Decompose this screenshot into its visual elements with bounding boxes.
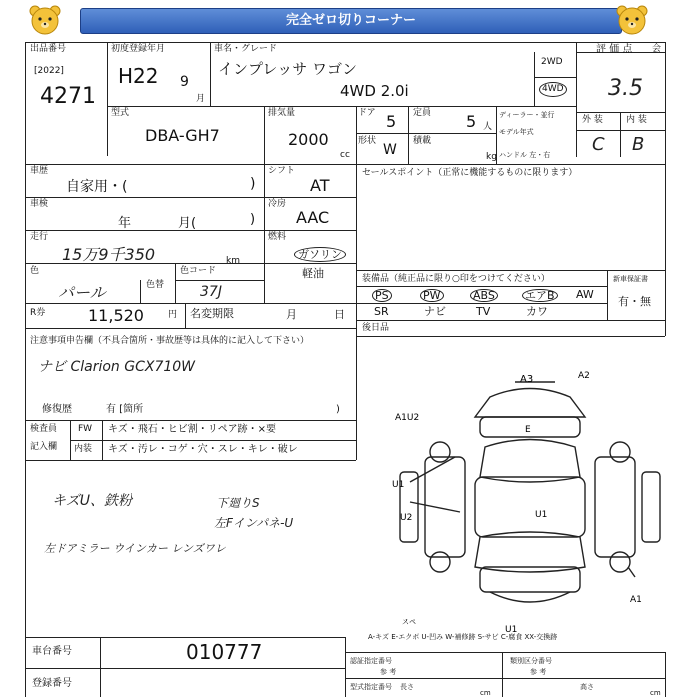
inspect-row1: キズ・飛石・ヒビ割・リペア跡・×要 [108,424,276,435]
fuel-diesel: 軽油 [302,267,324,280]
exterior-label: 外 装 [582,115,603,125]
diag-a3: A3 [520,374,534,385]
model-label: 型式 [111,108,130,118]
rear-item-label: 後日品 [362,323,390,333]
inspect-row2: キズ・汚レ・コゲ・穴・スレ・キレ・破レ [108,444,298,455]
shape: W [383,142,397,158]
notes-text: ナビ Clarion GCX710W [38,359,196,375]
equip-aw: AW [576,288,594,301]
diag-u1-bottom: U1 [505,625,518,632]
repair-label: 修復歴 [42,404,72,415]
reg-number-label: 登録番号 [32,678,72,689]
inspect-note-3: 左Fインパネ-U [214,516,294,530]
entry-label: 記入欄 [30,442,58,452]
fuel-gasoline: ガソリン [294,247,346,262]
ac: AAC [296,208,330,227]
car-name: インプレッサ ワゴン [218,60,358,78]
shape-label: 形状 [358,136,377,146]
load-label: 積載 [413,136,432,146]
capacity: 5 [466,112,477,131]
diag-a2: A2 [578,371,590,381]
disp-label: 排気量 [268,108,296,118]
shift-label: シフト [268,166,296,176]
diag-a1: A1 [630,595,642,605]
rating: 3.5 [608,76,643,101]
cert-label: 認証指定番号 [350,657,392,665]
inspect-year-unit: 年 [118,216,132,231]
sales-point-label: セールスポイント（正常に機能するものに限ります） [362,168,578,178]
recycle-fee: 11,520 [88,306,144,325]
fw-label: FW [78,424,93,434]
chassis-label: 車台番号 [32,646,72,657]
inspect-month-unit: 月( [178,216,197,231]
cm-unit-1: cm [480,689,491,697]
dealer-label: ディーラー・並行 [499,111,555,119]
shift: AT [310,176,330,195]
handle-label: ハンドル 左・右 [499,151,551,159]
model: DBA-GH7 [145,126,220,145]
equip-pw: PW [420,289,444,302]
ac-label: 冷房 [268,199,287,209]
inspect-note-2: 下廻りS [216,496,260,510]
equip-sr: SR [374,305,389,318]
equip-abs: ABS [470,289,498,302]
door-label: ドア [358,108,376,118]
diag-e: E [525,425,531,435]
fuel-label: 燃料 [268,232,287,242]
capacity-label: 定員 [413,108,432,118]
warranty-label: 新車保証書 [613,275,648,283]
month-unit-2: 月 [286,308,297,321]
diag-spare: スペ [402,618,416,626]
mileage: 15万9千350 [62,245,156,264]
cap-unit: 人 [483,122,493,132]
diag-u1-center: U1 [535,510,548,520]
inspect-note-4: 左ドアミラー ウインカー レンズワレ [44,542,226,555]
meigi-label: 名変期限 [190,307,234,320]
year-tag: [2022] [34,66,64,76]
length-label: 長さ [400,683,414,691]
warranty-value: 有・無 [618,295,651,308]
interior-label: 内 装 [626,115,647,125]
equip-airbag: エアB [522,289,558,302]
drive-2wd: 2WD [541,57,563,67]
formal-label: 型式指定番号 [350,683,392,691]
rating-label: 評 価 点 [596,44,633,55]
color-code: 37J [200,284,222,300]
inspector-label: 検査員 [30,424,58,434]
history-close: ) [250,176,256,192]
diagram-legend: A-キズ E-エクボ U-凹み W-補修跡 S-サビ C-腐食 XX-交換跡 [368,633,558,641]
color-label: 色 [30,266,40,276]
reg-month: 9 [180,74,189,90]
inspect-close: ) [250,212,256,227]
notes-label: 注意事項申告欄（不具合箇所・事故歴等は具体的に記入して下さい） [30,336,310,346]
interior-grade: B [632,134,645,155]
drive-4wd: 4WD [539,82,567,97]
equip-leather: カワ [526,305,548,318]
cert-ref: 参 考 [380,668,397,676]
month-unit: 月 [196,94,206,104]
repair-value: 有 [箇所 [106,404,144,415]
division-label: 類別区分番号 [510,657,552,665]
diag-u2: U2 [400,513,413,523]
height-label: 高さ [580,683,594,691]
cc-unit: cc [340,150,350,160]
era: H22 [118,64,159,88]
exterior-grade: C [592,134,605,155]
displacement: 2000 [288,130,329,149]
km-unit: km [226,256,240,266]
mileage-label: 走行 [30,232,49,242]
paint-change-label: 色替 [146,280,165,290]
equip-tv: TV [476,305,491,318]
diag-a1u2: A1U2 [395,413,420,423]
grade: 4WD 2.0i [340,82,409,100]
equip-ps: PS [372,289,392,302]
car-damage-diagram [380,362,670,632]
inspect-label: 車検 [30,199,49,209]
car-name-label: 車名・グレード [214,44,278,54]
cm-unit-2: cm [650,689,661,697]
seal-mark: 会 [652,44,662,54]
chassis-number: 010777 [186,640,263,664]
interior-box-label: 内装 [74,444,93,454]
recycle-label: R券 [30,308,46,318]
doors: 5 [386,112,397,131]
banner-title: 完全ゼロ切りコーナー [80,8,622,34]
lot-number: 4271 [40,84,96,109]
color: パール [58,283,106,302]
day-unit: 日 [334,308,345,321]
yen-unit: 円 [168,310,178,320]
kg-unit: kg [486,152,497,162]
division-ref: 参 考 [530,668,547,676]
history-label: 車歴 [30,166,49,176]
inspect-note-1: キズU、鉄粉 [52,493,132,509]
history-value: 自家用・( [66,179,128,195]
color-code-label: 色コード [180,266,217,276]
model-year-label: モデル年式 [499,128,534,136]
first-reg-label: 初度登録年月 [111,44,166,54]
lot-number-label: 出品番号 [30,44,67,54]
diag-u1: U1 [392,480,405,490]
equip-navi: ナビ [424,305,446,318]
equipment-label: 装備品（純正品に限り○印をつけてください） [362,274,550,284]
repair-close: ) [336,404,340,415]
